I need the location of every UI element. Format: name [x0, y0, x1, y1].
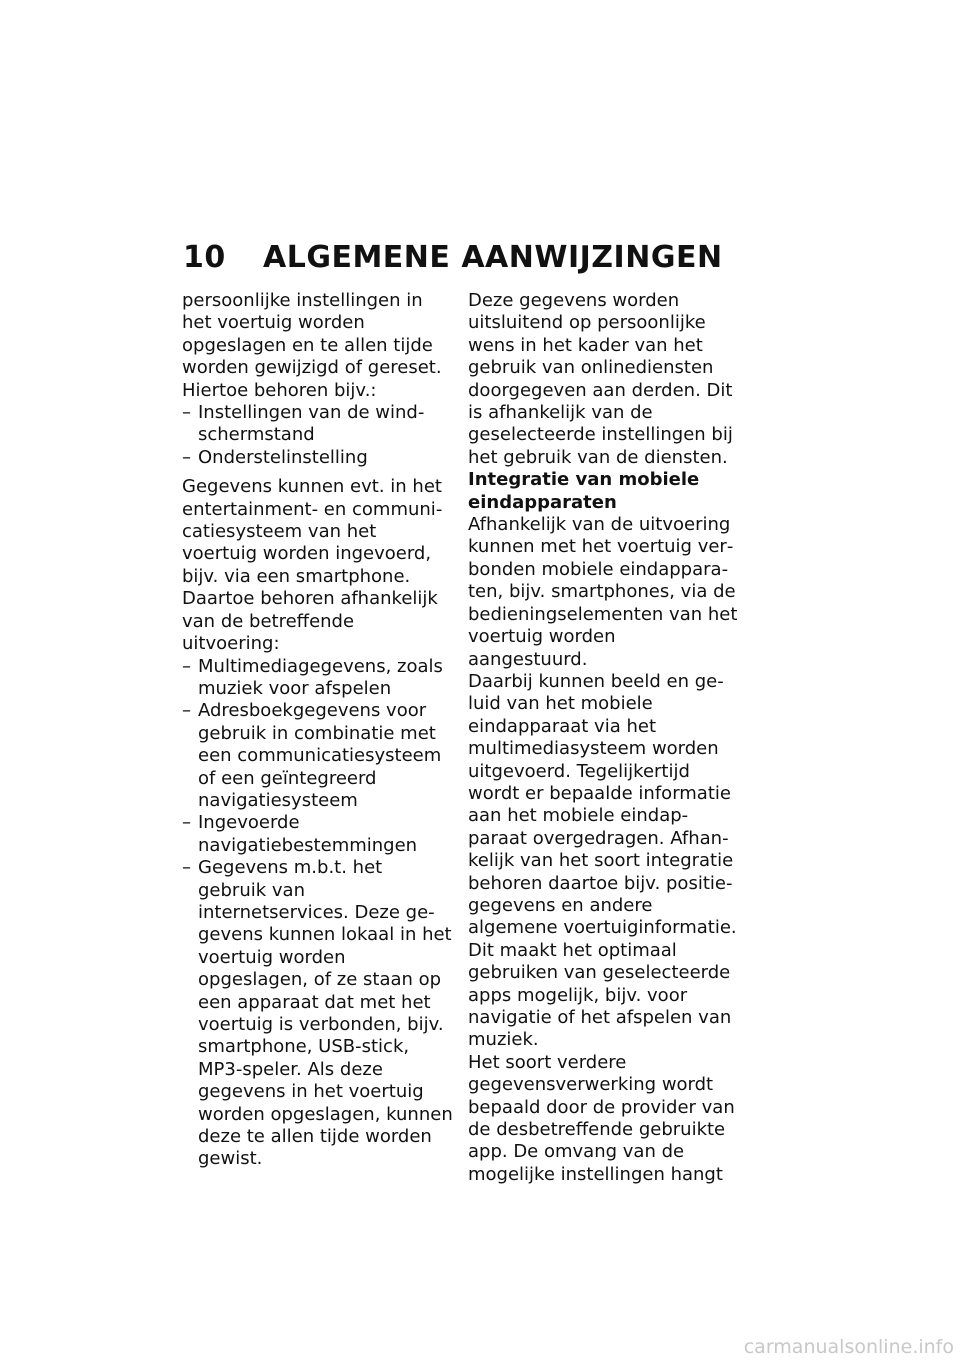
- list-item: – Gegevens m.b.t. het gebruik van internetservices. Deze gegevens kunnen lokaal in het voertuig worden opgeslagen, of ze staan op een apparaat dat met het voertuig is verbonden, bijv. smartphone, USB-stick, MP3-speler. Als deze gegevens in het voertuig worden opgeslagen, kunnen deze te allen tijde worden gewist.: [182, 857, 454, 1171]
- paragraph: Daartoe behoren afhankelijk van de betreffende uitvoering:: [182, 588, 438, 655]
- paragraph: Deze gegevens worden uitsluitend op persoonlijke wens in het kader van het gebruik van onlinediensten doorgegeven aan derden. Dit is afhankelijk van de geselecteerde instellingen bij het gebruik van de diensten.: [468, 290, 733, 468]
- list-item: – Instellingen van de windschermstand: [182, 402, 454, 447]
- page-number: 10: [183, 240, 226, 275]
- bullet-list: [182, 656, 454, 1171]
- paragraph: Afhankelijk van de uitvoering kunnen met het voertuig verbonden mobiele eindapparaten, bijv. smartphones, via de bedieningselementen van het voertuig worden aangestuurd.: [468, 514, 738, 670]
- watermark: carmanualsonline.info: [743, 1336, 954, 1358]
- list-item: – Adresboekgegevens voor gebruik in combinatie met een communicatiesysteem of een geïntegreerd navigatiesysteem: [182, 700, 454, 812]
- list-item: – Ingevoerde navigatiebestemmingen: [182, 812, 454, 857]
- page-header: [183, 240, 723, 275]
- paragraph: Het soort verdere gegevensverwerking wordt bepaald door de provider van de desbetreffende gebruikte app. De omvang van de mogelijke instellingen hangt: [468, 1051, 735, 1185]
- list-item: – Multimediagegevens, zoals muziek voor afspelen: [182, 656, 454, 701]
- right-column: [468, 290, 740, 1186]
- paragraph: Gegevens kunnen evt. in het entertainment- en communicatiesysteem van het voertuig worden ingevoerd, bijv. via een smartphone.: [182, 476, 443, 587]
- section-heading: Integratie van mobiele eindapparaten: [468, 469, 700, 513]
- bullet-list: [182, 402, 454, 469]
- list-item: – Onderstelinstelling: [182, 447, 454, 469]
- paragraph: persoonlijke instellingen in het voertuig worden opgeslagen en te allen tijde worden gewijzigd of gereset.: [182, 290, 442, 379]
- paragraph: Hiertoe behoren bijv.:: [182, 379, 377, 401]
- paragraph: Daarbij kunnen beeld en geluid van het mobiele eindapparaat via het multimediasysteem worden uitgevoerd. Tegelijkertijd wordt er bepaalde informatie aan het mobiele eindapparaat overgedragen. Afhankelijk van het soort integratie behoren daartoe bijv. positiegegevens en andere algemene voertuiginformatie. Dit maakt het optimaal gebruiken van geselecteerde apps mogelijk, bijv. voor navigatie of het afspelen van muziek.: [468, 670, 737, 1051]
- left-column: [182, 290, 454, 1171]
- section-title: ALGEMENE AANWIJZINGEN: [263, 240, 723, 275]
